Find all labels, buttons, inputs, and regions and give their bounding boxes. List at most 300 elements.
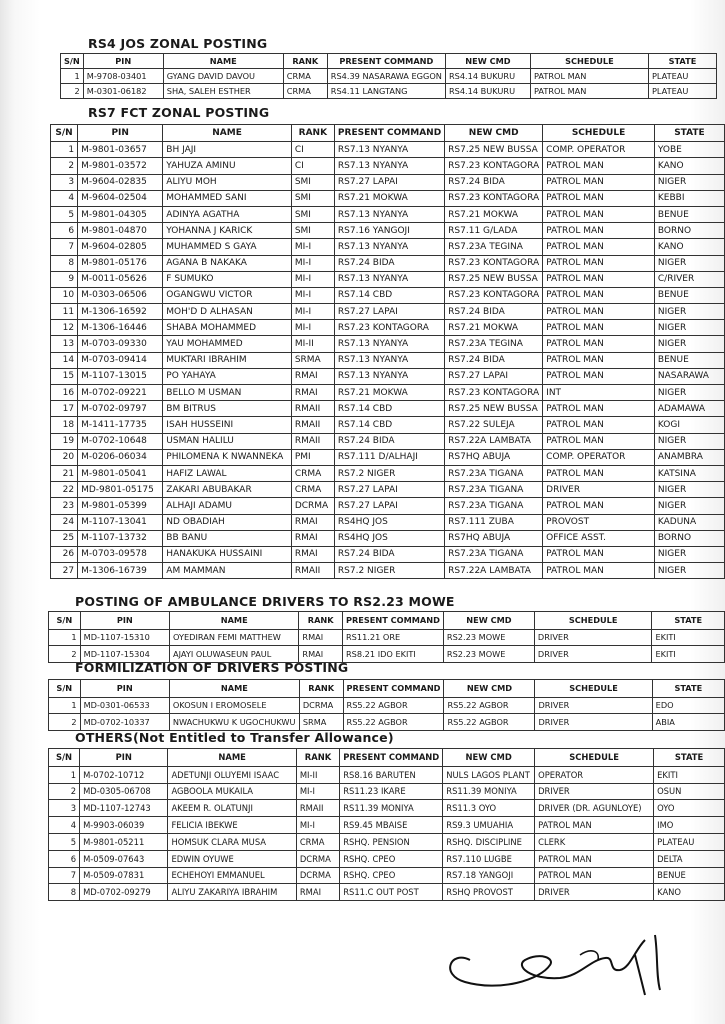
table-row [51, 449, 725, 465]
column-header-schedule: SCHEDULE [530, 54, 648, 69]
cell-rank: SMI [291, 174, 334, 190]
column-header-sn: S/N [51, 125, 78, 142]
table-row [51, 206, 725, 222]
cell-new-cmd: RS7.25 NEW BUSSA [445, 271, 543, 287]
cell-name: FELICIA IBEKWE [168, 817, 296, 834]
table-row [51, 271, 725, 287]
cell-present-command: RSHQ. CPEO [340, 867, 443, 884]
cell-pin: M-1306-16592 [78, 304, 163, 320]
cell-present-command: RS5.22 AGBOR [343, 714, 444, 731]
cell-present-command: RS7.24 BIDA [334, 433, 444, 449]
cell-present-command: RS8.21 IDO EKITI [342, 646, 443, 663]
table-row [51, 336, 725, 352]
cell-schedule: DRIVER [535, 697, 652, 714]
table-row [51, 304, 725, 320]
cell-schedule: PATROL MAN [535, 817, 654, 834]
table-row [51, 239, 725, 255]
cell-name: MOH'D D ALHASAN [163, 304, 292, 320]
cell-schedule: PATROL MAN [543, 320, 655, 336]
cell-name: NWACHUKWU K UGOCHUKWU [169, 714, 299, 731]
cell-name: OGANGWU VICTOR [163, 287, 292, 303]
cell-schedule: COMP. OPERATOR [543, 142, 655, 158]
cell-rank: RMAII [296, 800, 339, 817]
cell-pin: M-0509-07831 [80, 867, 168, 884]
column-header-rank: RANK [299, 612, 343, 630]
cell-new-cmd: RS7.21 MOKWA [445, 320, 543, 336]
cell-schedule: PATROL MAN [543, 174, 655, 190]
cell-new-cmd: RS7.25 NEW BUSSA [445, 401, 543, 417]
cell-sn: 5 [51, 206, 78, 222]
cell-schedule: PATROL MAN [535, 850, 654, 867]
column-header-schedule: SCHEDULE [535, 749, 654, 767]
cell-schedule: DRIVER [535, 884, 654, 901]
cell-rank: DCRMA [296, 867, 339, 884]
cell-new-cmd: RS7.23A TIGANA [445, 546, 543, 562]
cell-pin: M-1107-13041 [78, 514, 163, 530]
column-header-name: NAME [170, 612, 299, 630]
cell-state: YOBE [654, 142, 724, 158]
column-header-schedule: SCHEDULE [534, 612, 652, 630]
table-row [49, 867, 725, 884]
cell-sn: 17 [51, 401, 78, 417]
cell-rank: RMAI [291, 530, 334, 546]
table-row [51, 417, 725, 433]
column-header-present-command: PRESENT COMMAND [343, 680, 444, 698]
column-header-rank: RANK [283, 54, 327, 69]
column-header-state: STATE [654, 125, 724, 142]
cell-name: YAU MOHAMMED [163, 336, 292, 352]
cell-name: ECHEHOYI EMMANUEL [168, 867, 296, 884]
cell-state: KANO [654, 239, 724, 255]
cell-pin: MD-0702-09279 [80, 884, 168, 901]
cell-present-command: RS7.111 D/ALHAJI [334, 449, 444, 465]
cell-sn: 9 [51, 271, 78, 287]
cell-pin: M-1107-13015 [78, 368, 163, 384]
cell-new-cmd: RS7.22A LAMBATA [445, 433, 543, 449]
table-row [61, 84, 717, 99]
cell-rank: RMAI [299, 629, 343, 646]
cell-sn: 7 [49, 867, 80, 884]
cell-schedule: PATROL MAN [543, 465, 655, 481]
cell-pin: M-0702-09797 [78, 401, 163, 417]
cell-present-command: RS9.45 MBAISE [340, 817, 443, 834]
cell-present-command: RSHQ. PENSION [340, 833, 443, 850]
cell-rank: MI-II [291, 336, 334, 352]
cell-state: NIGER [654, 546, 724, 562]
cell-name: AM MAMMAN [163, 563, 292, 579]
cell-present-command: RS7.13 NYANYA [334, 368, 444, 384]
cell-name: ADETUNJI OLUYEMI ISAAC [168, 766, 296, 783]
table-row [49, 833, 725, 850]
cell-new-cmd: NULS LAGOS PLANT [443, 766, 535, 783]
cell-rank: RMAII [291, 401, 334, 417]
cell-present-command: RS4.11 LANGTANG [327, 84, 445, 99]
cell-sn: 21 [51, 465, 78, 481]
cell-state: BORNO [654, 223, 724, 239]
table-row [51, 546, 725, 562]
cell-schedule: PATROL MAN [543, 433, 655, 449]
cell-state: NASARAWA [654, 368, 724, 384]
cell-rank: RMAI [296, 884, 339, 901]
cell-sn: 20 [51, 449, 78, 465]
cell-pin: M-0703-09578 [78, 546, 163, 562]
cell-new-cmd: RS7.24 BIDA [445, 304, 543, 320]
cell-present-command: RS7.14 CBD [334, 417, 444, 433]
column-header-pin: PIN [80, 612, 169, 630]
cell-rank: CRMA [283, 84, 327, 99]
cell-rank: SMI [291, 206, 334, 222]
cell-schedule: CLERK [535, 833, 654, 850]
cell-rank: MI-I [296, 783, 339, 800]
cell-name: OYEDIRAN FEMI MATTHEW [170, 629, 299, 646]
cell-pin: M-0206-06034 [78, 449, 163, 465]
table-row [51, 352, 725, 368]
cell-rank: DCRMA [291, 498, 334, 514]
cell-name: ISAH HUSSEINI [163, 417, 292, 433]
cell-sn: 15 [51, 368, 78, 384]
cell-pin: M-0703-09414 [78, 352, 163, 368]
column-header-sn: S/N [49, 680, 81, 698]
cell-rank: CRMA [283, 69, 327, 84]
cell-name: ALHAJI ADAMU [163, 498, 292, 514]
cell-present-command: RS7.13 NYANYA [334, 142, 444, 158]
column-header-present-command: PRESENT COMMAND [342, 612, 443, 630]
cell-schedule: PATROL MAN [543, 304, 655, 320]
cell-state: ANAMBRA [654, 449, 724, 465]
cell-name: HAFIZ LAWAL [163, 465, 292, 481]
cell-new-cmd: RS7.110 LUGBE [443, 850, 535, 867]
cell-new-cmd: RS7.23A TIGANA [445, 482, 543, 498]
section-title: RS4 JOS ZONAL POSTING [88, 36, 268, 51]
cell-state: NIGER [654, 255, 724, 271]
cell-state: PLATEAU [648, 84, 716, 99]
column-header-schedule: SCHEDULE [543, 125, 655, 142]
section-title: OTHERS(Not Entitled to Transfer Allowance) [75, 730, 394, 745]
column-header-pin: PIN [80, 680, 169, 698]
cell-sn: 4 [51, 190, 78, 206]
cell-present-command: RS7.2 NIGER [334, 465, 444, 481]
column-header-new-cmd: NEW CMD [443, 749, 535, 767]
cell-schedule: PATROL MAN [543, 190, 655, 206]
cell-name: PHILOMENA K NWANNEKA [163, 449, 292, 465]
cell-new-cmd: RS7.111 ZUBA [445, 514, 543, 530]
signature [430, 920, 680, 1000]
cell-pin: M-0301-06182 [83, 84, 163, 99]
cell-new-cmd: RSHQ PROVOST [443, 884, 535, 901]
cell-name: YAHUZA AMINU [163, 158, 292, 174]
cell-present-command: RS5.22 AGBOR [343, 697, 444, 714]
column-header-schedule: SCHEDULE [535, 680, 652, 698]
cell-present-command: RS7.14 CBD [334, 287, 444, 303]
table-row [51, 465, 725, 481]
cell-state: BENUE [654, 352, 724, 368]
cell-sn: 11 [51, 304, 78, 320]
cell-sn: 13 [51, 336, 78, 352]
cell-name: AJAYI OLUWASEUN PAUL [170, 646, 299, 663]
cell-pin: M-9903-06039 [80, 817, 168, 834]
cell-rank: CRMA [296, 833, 339, 850]
cell-state: NIGER [654, 385, 724, 401]
cell-new-cmd: RS7.27 LAPAI [445, 368, 543, 384]
cell-schedule: PATROL MAN [543, 223, 655, 239]
cell-new-cmd: RS7.22A LAMBATA [445, 563, 543, 579]
table-row [51, 563, 725, 579]
cell-present-command: RS7.13 NYANYA [334, 336, 444, 352]
column-header-name: NAME [169, 680, 299, 698]
cell-schedule: PATROL MAN [535, 867, 654, 884]
cell-schedule: INT [543, 385, 655, 401]
cell-pin: M-9801-05399 [78, 498, 163, 514]
cell-schedule: DRIVER [534, 646, 652, 663]
cell-present-command: RS7.27 LAPAI [334, 482, 444, 498]
cell-name: MOHAMMED SANI [163, 190, 292, 206]
cell-name: OKOSUN I EROMOSELE [169, 697, 299, 714]
cell-name: ALIYU ZAKARIYA IBRAHIM [168, 884, 296, 901]
cell-sn: 27 [51, 563, 78, 579]
cell-schedule: PATROL MAN [543, 498, 655, 514]
table-row [51, 223, 725, 239]
column-header-name: NAME [168, 749, 296, 767]
cell-present-command: RS4HQ JOS [334, 514, 444, 530]
cell-new-cmd: RS7.23 KONTAGORA [445, 158, 543, 174]
column-header-pin: PIN [83, 54, 163, 69]
table-header-row [49, 612, 725, 630]
cell-new-cmd: RS2.23 MOWE [443, 629, 534, 646]
column-header-rank: RANK [299, 680, 343, 698]
cell-new-cmd: RS4.14 BUKURU [445, 84, 530, 99]
table-row [49, 629, 725, 646]
cell-schedule: PATROL MAN [543, 417, 655, 433]
cell-state: KOGI [654, 417, 724, 433]
column-header-name: NAME [163, 125, 292, 142]
cell-name: F SUMUKO [163, 271, 292, 287]
cell-present-command: RS7.13 NYANYA [334, 206, 444, 222]
cell-present-command: RS11.21 ORE [342, 629, 443, 646]
cell-present-command: RS7.13 NYANYA [334, 239, 444, 255]
cell-name: AKEEM R. OLATUNJI [168, 800, 296, 817]
cell-pin: MD-0702-10337 [80, 714, 169, 731]
cell-rank: CRMA [291, 465, 334, 481]
cell-schedule: PATROL MAN [543, 336, 655, 352]
cell-new-cmd: RS11.39 MONIYA [443, 783, 535, 800]
cell-state: ADAMAWA [654, 401, 724, 417]
cell-schedule: PATROL MAN [543, 368, 655, 384]
cell-rank: DCRMA [299, 697, 343, 714]
cell-sn: 1 [49, 766, 80, 783]
column-header-pin: PIN [78, 125, 163, 142]
table-row [51, 401, 725, 417]
cell-rank: RMAII [291, 417, 334, 433]
cell-new-cmd: RS7.23A TEGINA [445, 239, 543, 255]
cell-pin: M-0703-09330 [78, 336, 163, 352]
cell-name: AGANA B NAKAKA [163, 255, 292, 271]
cell-state: PLATEAU [654, 833, 725, 850]
cell-state: EDO [652, 697, 724, 714]
cell-state: KEBBI [654, 190, 724, 206]
cell-new-cmd: RS5.22 AGBOR [444, 714, 535, 731]
column-header-new-cmd: NEW CMD [444, 680, 535, 698]
cell-present-command: RS7.24 BIDA [334, 546, 444, 562]
table-row [51, 174, 725, 190]
cell-new-cmd: RSHQ. DISCIPLINE [443, 833, 535, 850]
cell-state: KANO [654, 884, 725, 901]
cell-new-cmd: RS7.23 KONTAGORA [445, 287, 543, 303]
cell-pin: M-0303-06506 [78, 287, 163, 303]
cell-pin: M-9801-05176 [78, 255, 163, 271]
cell-rank: MI-I [291, 239, 334, 255]
cell-pin: M-1306-16739 [78, 563, 163, 579]
cell-state: NIGER [654, 498, 724, 514]
section-title: POSTING OF AMBULANCE DRIVERS TO RS2.23 MOWE [75, 594, 455, 609]
table-row [49, 817, 725, 834]
table-row [49, 783, 725, 800]
cell-new-cmd: RS11.3 OYO [443, 800, 535, 817]
cell-rank: RMAI [291, 385, 334, 401]
cell-new-cmd: RS7.18 YANGOJI [443, 867, 535, 884]
cell-name: SHA, SALEH ESTHER [163, 84, 283, 99]
cell-sn: 4 [49, 817, 80, 834]
cell-name: BB BANU [163, 530, 292, 546]
cell-state: BORNO [654, 530, 724, 546]
cell-schedule: PATROL MAN [543, 158, 655, 174]
cell-sn: 3 [51, 174, 78, 190]
cell-state: DELTA [654, 850, 725, 867]
cell-state: OYO [654, 800, 725, 817]
table-header-row [49, 749, 725, 767]
cell-rank: MI-I [291, 255, 334, 271]
posting-table [60, 53, 717, 99]
cell-new-cmd: RS5.22 AGBOR [444, 697, 535, 714]
cell-present-command: RS4HQ JOS [334, 530, 444, 546]
cell-schedule: PATROL MAN [543, 255, 655, 271]
cell-pin: M-9604-02835 [78, 174, 163, 190]
cell-schedule: OPERATOR [535, 766, 654, 783]
cell-name: AGBOOLA MUKAILA [168, 783, 296, 800]
cell-sn: 26 [51, 546, 78, 562]
cell-pin: MD-1107-15304 [80, 646, 169, 663]
column-header-present-command: PRESENT COMMAND [327, 54, 445, 69]
column-header-present-command: PRESENT COMMAND [340, 749, 443, 767]
cell-state: KATSINA [654, 465, 724, 481]
cell-name: ADINYA AGATHA [163, 206, 292, 222]
cell-state: NIGER [654, 563, 724, 579]
cell-rank: CRMA [291, 482, 334, 498]
cell-pin: M-1107-13732 [78, 530, 163, 546]
cell-present-command: RS7.14 CBD [334, 401, 444, 417]
cell-sn: 7 [51, 239, 78, 255]
cell-schedule: DRIVER (DR. AGUNLOYE) [535, 800, 654, 817]
cell-new-cmd: RS7.25 NEW BUSSA [445, 142, 543, 158]
cell-sn: 22 [51, 482, 78, 498]
cell-sn: 16 [51, 385, 78, 401]
cell-state: NIGER [654, 320, 724, 336]
cell-schedule: PATROL MAN [543, 563, 655, 579]
cell-new-cmd: RS9.3 UMUAHIA [443, 817, 535, 834]
cell-rank: MI-I [291, 320, 334, 336]
cell-rank: SRMA [291, 352, 334, 368]
cell-sn: 2 [49, 646, 81, 663]
cell-state: PLATEAU [648, 69, 716, 84]
cell-rank: CI [291, 158, 334, 174]
cell-present-command: RS8.16 BARUTEN [340, 766, 443, 783]
cell-new-cmd: RS7.24 BIDA [445, 174, 543, 190]
cell-name: ND OBADIAH [163, 514, 292, 530]
cell-present-command: RS7.16 YANGOJI [334, 223, 444, 239]
cell-rank: RMAI [291, 514, 334, 530]
cell-pin: M-9708-03401 [83, 69, 163, 84]
cell-name: GYANG DAVID DAVOU [163, 69, 283, 84]
table-row [49, 766, 725, 783]
cell-rank: CI [291, 142, 334, 158]
column-header-state: STATE [648, 54, 716, 69]
cell-pin: MD-0305-06708 [80, 783, 168, 800]
cell-name: HANAKUKA HUSSAINI [163, 546, 292, 562]
cell-name: BELLO M USMAN [163, 385, 292, 401]
cell-sn: 6 [51, 223, 78, 239]
cell-present-command: RSHQ. CPEO [340, 850, 443, 867]
cell-new-cmd: RS4.14 BUKURU [445, 69, 530, 84]
cell-sn: 18 [51, 417, 78, 433]
cell-schedule: DRIVER [535, 783, 654, 800]
table-header-row [51, 125, 725, 142]
cell-present-command: RS7.2 NIGER [334, 563, 444, 579]
table-row [49, 714, 725, 731]
cell-pin: M-0702-09221 [78, 385, 163, 401]
cell-rank: MI-I [291, 304, 334, 320]
cell-state: OSUN [654, 783, 725, 800]
cell-state: EKITI [654, 766, 725, 783]
cell-state: NIGER [654, 433, 724, 449]
cell-sn: 19 [51, 433, 78, 449]
cell-pin: M-9801-03572 [78, 158, 163, 174]
cell-present-command: RS11.39 MONIYA [340, 800, 443, 817]
cell-name: HOMSUK CLARA MUSA [168, 833, 296, 850]
cell-present-command: RS7.21 MOKWA [334, 190, 444, 206]
cell-state: NIGER [654, 304, 724, 320]
table-row [61, 69, 717, 84]
cell-rank: MI-II [296, 766, 339, 783]
cell-pin: M-0702-10648 [78, 433, 163, 449]
table-row [49, 884, 725, 901]
column-header-state: STATE [654, 749, 725, 767]
cell-new-cmd: RS7.21 MOKWA [445, 206, 543, 222]
column-header-sn: S/N [49, 612, 81, 630]
cell-new-cmd: RS7.23 KONTAGORA [445, 255, 543, 271]
cell-state: NIGER [654, 482, 724, 498]
table-row [51, 255, 725, 271]
cell-schedule: PATROL MAN [543, 352, 655, 368]
cell-name: BM BITRUS [163, 401, 292, 417]
column-header-name: NAME [163, 54, 283, 69]
cell-name: USMAN HALILU [163, 433, 292, 449]
cell-sn: 2 [51, 158, 78, 174]
cell-state: IMO [654, 817, 725, 834]
cell-state: BENUE [654, 206, 724, 222]
cell-present-command: RS11.C OUT POST [340, 884, 443, 901]
cell-schedule: PROVOST [543, 514, 655, 530]
cell-schedule: PATROL MAN [543, 271, 655, 287]
cell-schedule: PATROL MAN [543, 206, 655, 222]
cell-sn: 1 [49, 697, 81, 714]
cell-sn: 2 [61, 84, 84, 99]
cell-rank: MI-I [296, 817, 339, 834]
cell-present-command: RS7.13 NYANYA [334, 352, 444, 368]
cell-pin: M-9604-02805 [78, 239, 163, 255]
cell-name: SHABA MOHAMMED [163, 320, 292, 336]
cell-state: BENUE [654, 287, 724, 303]
cell-name: BH JAJI [163, 142, 292, 158]
section-title: RS7 FCT ZONAL POSTING [88, 105, 270, 120]
